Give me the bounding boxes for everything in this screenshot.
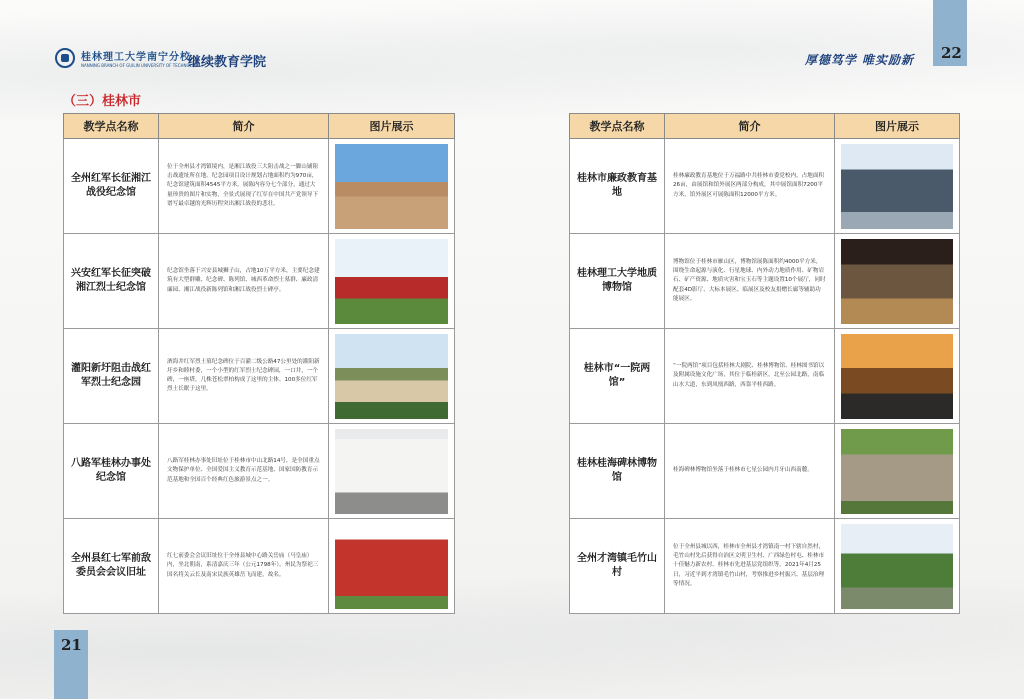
- table-row: [570, 519, 960, 614]
- site-image-cell: [835, 139, 960, 234]
- site-description: 位于全州县城以西，桂林市全州县才湾镇南一村下辖自然村，毛竹山村先后获得自治区文明卫生村、广西绿色村屯、桂林市十佳魅力新农村、桂林市先进基层党组织等。2021年4月25日，习近平到才湾镇毛竹山村，考察推进乡村振兴、基层治理等情况。: [665, 519, 835, 614]
- table-row: [64, 329, 455, 424]
- office-building-photo: [335, 429, 448, 514]
- site-image-cell: [835, 519, 960, 614]
- table-row: [64, 519, 455, 614]
- table-row: [570, 234, 960, 329]
- site-description: 博物馆位于桂林市雁山区，博物馆展陈面积约4000平方米，围绕生命起源与演化、行星地球、内外动力地质作用、矿物岩石、矿产资源、地质灾害和宝玉石等主题设置10个展厅，同时配套4D影厅、大标本展区、临展区及校友捐赠长廊等辅助功能展区。: [665, 234, 835, 329]
- motto: 厚德笃学 唯实励新: [804, 53, 914, 67]
- left-table: [63, 113, 455, 614]
- site-description: 酒海井红军烈士墓纪念碑位于百灌二级公路47公里处的灌阳新圩乡和睦村委，一个小型的红军烈士纪念碑园，一口井，一个碑，一座塔，几株苍松翠柏构成了这里的主体。100多位红军烈士长眠于这里。: [159, 329, 329, 424]
- site-description: “一院两馆”项目包括桂林大剧院、桂林博物馆、桂林图书馆以及附属设施文化广场，其位于临桂新区，北至公园北路，南临山水大道，东到凤凰西路，西靠平桂西路。: [665, 329, 835, 424]
- header-intro: 简介: [665, 114, 835, 139]
- site-description: 八路军桂林办事处旧址位于桂林市中山北路14号，是全国重点文物保护单位、全国爱国主义教育示范基地、国家国防教育示范基地和全国百个经典红色旅游景点之一。: [159, 424, 329, 519]
- table-row: [570, 139, 960, 234]
- header-images: 图片展示: [835, 114, 960, 139]
- page-number-left: 21: [61, 636, 82, 654]
- site-image-cell: [835, 424, 960, 519]
- header-images: 图片展示: [329, 114, 455, 139]
- site-name: 桂林理工大学地质博物馆: [570, 234, 665, 329]
- stele-forest-photo: [841, 429, 953, 514]
- site-name: 桂林市“一院两馆”: [570, 329, 665, 424]
- college-name: 继续教育学院: [188, 55, 267, 70]
- village-photo: [841, 524, 953, 609]
- table-row: [64, 424, 455, 519]
- site-image-cell: [329, 519, 455, 614]
- site-name: 八路军桂林办事处纪念馆: [64, 424, 159, 519]
- right-table: [569, 113, 960, 614]
- site-name: 桂林市廉政教育基地: [570, 139, 665, 234]
- logo-english-name: NANNING BRANCH OF GUILIN UNIVERSITY OF TECHNOLOGY: [81, 63, 201, 68]
- red-temple-photo: [335, 524, 448, 609]
- site-description: 纪念馆坐落于兴安县城狮子山，占地10万平方米，主要纪念建筑有大型群雕、纪念碑、陈列馆、城西革命烈士墓群、廉政清廉园、湘江战役新陈列馆和湘江战役烈士碑亭。: [159, 234, 329, 329]
- site-name: 全州县红七军前敌委员会会议旧址: [64, 519, 159, 614]
- page-number-right: 22: [941, 44, 962, 62]
- monument-photo: [335, 239, 448, 324]
- site-description: 红七前委会会议旧址位于全州县城中心路关岳庙（马皇庙）内，坐北朝南，系清嘉庆三年（公元1798年），州民为祭祀三国名将关云长及南宋民族英雄岳飞而建，故名。: [159, 519, 329, 614]
- site-name: 桂林桂海碑林博物馆: [570, 424, 665, 519]
- site-image-cell: [329, 329, 455, 424]
- table-row: [64, 234, 455, 329]
- site-image-cell: [329, 234, 455, 329]
- museum-hall-photo: [841, 239, 953, 324]
- emblem-icon: [55, 48, 75, 68]
- site-image-cell: [835, 234, 960, 329]
- memorial-park-photo: [335, 334, 448, 419]
- site-name: 灌阳新圩阻击战红军烈士纪念园: [64, 329, 159, 424]
- header-name: 教学点名称: [64, 114, 159, 139]
- header-intro: 简介: [159, 114, 329, 139]
- site-description: 桂林廉政教育基地位于万福路中共桂林市委党校内，占地面积26亩，由展馆和馆外展区两部分构成，其中展馆面积7200平方米，馆外展区可展陈面积12000平方米。: [665, 139, 835, 234]
- site-image-cell: [329, 139, 455, 234]
- site-name: 兴安红军长征突破湘江烈士纪念馆: [64, 234, 159, 329]
- table-row: [64, 139, 455, 234]
- university-logo: [55, 48, 200, 68]
- table-row: [570, 329, 960, 424]
- site-image-cell: [835, 329, 960, 424]
- site-description: 桂海碑林博物馆坐落于桂林市七星公园内月牙山西南麓。: [665, 424, 835, 519]
- site-description: 位于全州县才湾镇境内，是湘江战役三大阻击战之一脚山铺阻击战遗址所在地。纪念园项目设计规划占地面积约为970亩，纪念馆建筑面积4545平方米，展陈内容分七个部分，通过大量珍贵的图片和实物，全景式展现了红军在中国共产党领导下谱写最卓越的光辉历程突出湘江战役的悲壮。: [159, 139, 329, 234]
- site-image-cell: [329, 424, 455, 519]
- site-name: 全州红军长征湘江战役纪念馆: [64, 139, 159, 234]
- memorial-hall-photo: [335, 144, 448, 229]
- header-name: 教学点名称: [570, 114, 665, 139]
- theater-photo: [841, 334, 953, 419]
- education-base-photo: [841, 144, 953, 229]
- section-title: （三）桂林市: [63, 94, 142, 109]
- logo-chinese-name: 桂林理工大学南宁分校: [81, 52, 191, 63]
- site-name: 全州才湾镇毛竹山村: [570, 519, 665, 614]
- table-row: [570, 424, 960, 519]
